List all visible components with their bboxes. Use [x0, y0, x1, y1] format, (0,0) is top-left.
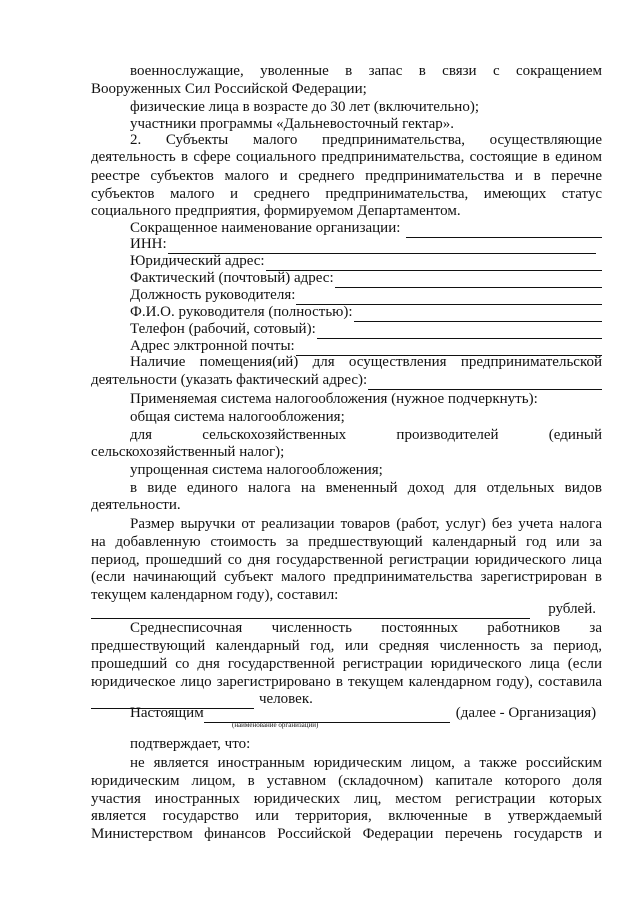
- text-line: подтверждает, что:: [130, 736, 251, 752]
- tax-option-cont[interactable]: деятельности.: [91, 497, 181, 513]
- text-line: социального предприятия, формируемом Департаментом.: [91, 203, 461, 219]
- revenue-blank[interactable]: [91, 605, 530, 619]
- organization-caption: (наименование организации): [232, 721, 319, 729]
- tax-option[interactable]: в виде единого налога на вмененный доход для отдельных видов: [130, 480, 602, 496]
- field-label: Адрес элктронной почты:: [130, 338, 295, 354]
- text-line: участия иностранных юридических лиц, местом регистрации которых: [91, 791, 602, 807]
- field-label: Фактический (почтовый) адрес:: [130, 270, 334, 286]
- text-line: деятельность в сфере социального предпринимательства, состоящие в едином: [91, 149, 602, 165]
- revenue-field: [91, 600, 602, 619]
- text-line: участники программы «Дальневосточный гектар».: [130, 116, 454, 132]
- text-line: военнослужащие, уволенные в запас в связи с сокращением: [130, 63, 602, 79]
- text-line: физические лица в возрасте до 30 лет (включительно);: [130, 99, 479, 115]
- text-line: прошедший со дня государственной регистрации юридического лица (если: [91, 656, 602, 672]
- tax-option[interactable]: для сельскохозяйственных производителей (единый: [130, 427, 602, 443]
- text-line: на добавленную стоимость за предшествующий календарный год или за: [91, 534, 602, 550]
- field-label: ИНН:: [130, 236, 167, 252]
- field-label: человек.: [259, 691, 313, 707]
- text-line: Вооруженных Сил Российской Федерации;: [91, 81, 367, 97]
- field-label: Сокращенное наименование организации:: [130, 220, 401, 236]
- field-label: рублей.: [548, 601, 596, 617]
- tax-option[interactable]: упрощенная система налогообложения;: [130, 462, 383, 478]
- text-line: не является иностранным юридическим лицом, а также российским: [130, 755, 602, 771]
- premises-field: [91, 371, 602, 390]
- tax-option[interactable]: общая система налогообложения;: [130, 409, 345, 425]
- premises-blank[interactable]: [368, 376, 602, 390]
- text-line: 2. Субъекты малого предпринимательства, осуществляющие: [130, 132, 602, 148]
- text-line: текущем календарном году), составил:: [91, 587, 339, 603]
- organization-field: [130, 704, 602, 723]
- text-line: Министерством финансов Российской Федерации перечень государств и: [91, 826, 602, 842]
- field-label: (далее - Организация): [455, 705, 597, 721]
- field-label: Ф.И.О. руководителя (полностью):: [130, 304, 353, 320]
- text-line: Применяемая система налогообложения (нужное подчеркнуть):: [130, 391, 538, 407]
- text-line: является государство или территория, включенные в утверждаемый: [91, 808, 602, 824]
- text-line: Размер выручки от реализации товаров (работ, услуг) без учета налога: [130, 516, 602, 532]
- text-line: юридическим лицом, в уставном (складочном) капитале которого доля: [91, 773, 602, 789]
- text-line: юридическое лицо зарегистрировано в текущем календарном году), составила: [91, 674, 602, 690]
- text-line: (если начинающий субъект малого предпринимательства зарегистрирован в: [91, 569, 602, 585]
- text-line: период, прошедший со дня государственной регистрации юридического лица: [91, 552, 602, 568]
- text-line: реестре субъектов малого и среднего предпринимательства и в перечне: [91, 168, 602, 184]
- field-label: деятельности (указать фактический адрес):: [91, 372, 368, 388]
- field-label: Должность руководителя:: [130, 287, 296, 303]
- text-line: субъектов малого и среднего предпринимательства, имеющих статус: [91, 186, 602, 202]
- tax-option-cont[interactable]: сельскохозяйственный налог);: [91, 444, 285, 460]
- text-line: Наличие помещения(ий) для осуществления предпринимательской: [130, 354, 602, 370]
- field-label: Юридический адрес:: [130, 253, 265, 269]
- text-line: Среднесписочная численность постоянных работников за: [130, 620, 602, 636]
- field-label: Телефон (рабочий, сотовый):: [130, 321, 316, 337]
- text-line: предшествующий календарный год, или средняя численность за период,: [91, 638, 602, 654]
- field-label: Настоящим: [130, 705, 204, 721]
